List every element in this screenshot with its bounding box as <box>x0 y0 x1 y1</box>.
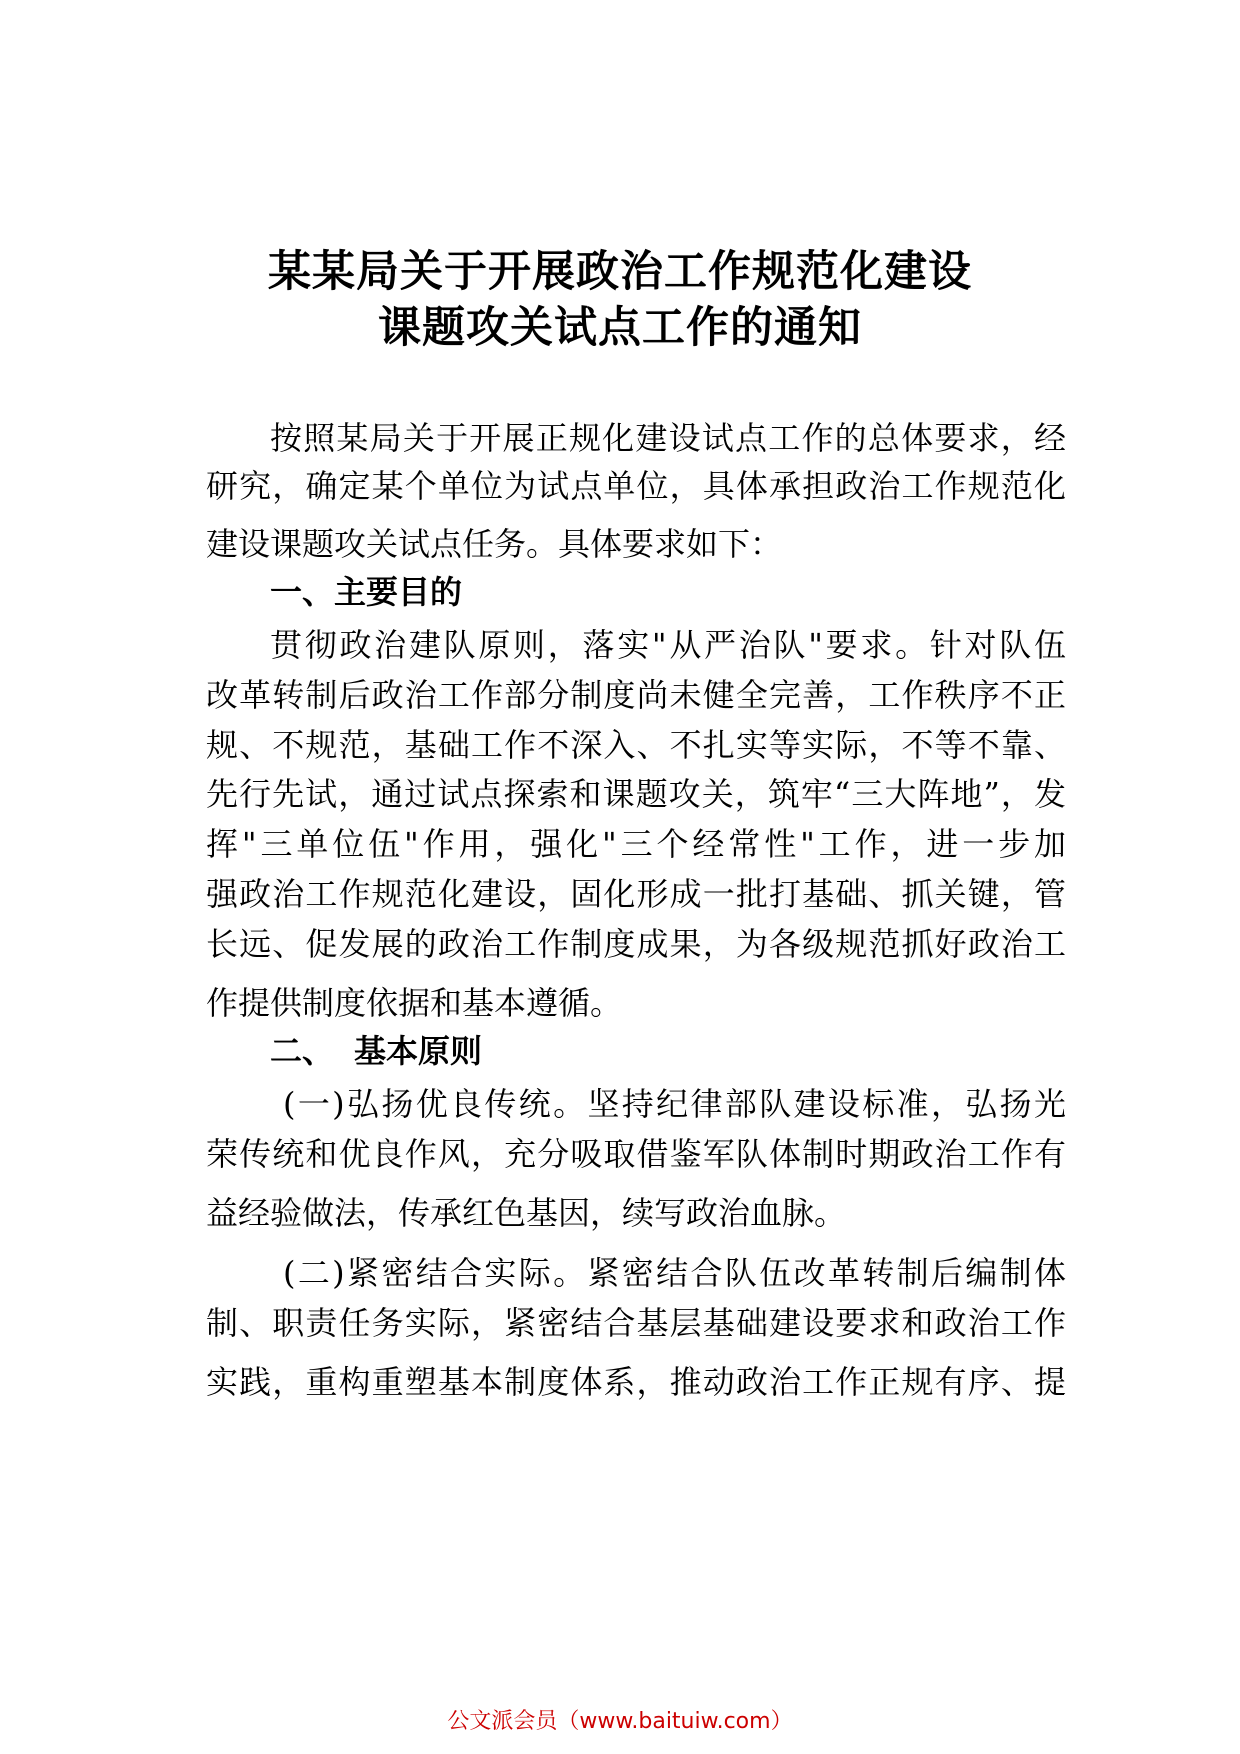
principle-2-line: 制、职责任务实际，紧密结合基层基础建设要求和政治工作 <box>206 1304 1066 1342</box>
section-1-heading: 一、主要目的 <box>270 573 463 611</box>
principle-1-line: (一)弘扬优良传统。坚持纪律部队建设标准，弘扬光 <box>283 1085 1066 1123</box>
section-2-heading-text: 基本原则 <box>354 1032 483 1070</box>
principle-2-line: 实践，重构重塑基本制度体系，推动政治工作正规有序、提 <box>206 1363 1066 1401</box>
document-title-line-1: 某某局关于开展政治工作规范化建设 <box>268 247 972 297</box>
section-1-line: 改革转制后政治工作部分制度尚未健全完善，工作秩序不正 <box>206 676 1066 714</box>
section-1-line: 长远、促发展的政治工作制度成果，为各级规范抓好政治工 <box>206 925 1066 963</box>
intro-line: 研究，确定某个单位为试点单位，具体承担政治工作规范化 <box>206 467 1066 505</box>
section-1-line: 作提供制度依据和基本遵循。 <box>206 984 623 1022</box>
section-1-line: 挥"三单位伍"作用，强化"三个经常性"工作，进一步加 <box>206 825 1066 863</box>
principle-2-line: (二)紧密结合实际。紧密结合队伍改革转制后编制体 <box>283 1254 1066 1292</box>
section-2-heading-number: 二、 <box>270 1032 335 1070</box>
section-1-line: 规、不规范，基础工作不深入、不扎实等实际，不等不靠、 <box>206 726 1066 764</box>
section-1-line: 强政治工作规范化建设，固化形成一批打基础、抓关键，管 <box>206 875 1066 913</box>
section-1-line: 贯彻政治建队原则，落实"从严治队"要求。针对队伍 <box>270 626 1066 664</box>
section-2-heading <box>270 1031 482 1071</box>
intro-line: 按照某局关于开展正规化建设试点工作的总体要求，经 <box>270 419 1066 457</box>
principle-1-line: 益经验做法，传承红色基因，续写政治血脉。 <box>206 1194 847 1232</box>
footer-watermark: 公文派会员（www.baituiw.com） <box>447 1709 793 1734</box>
document-title-line-2: 课题攻关试点工作的通知 <box>378 303 862 353</box>
section-1-line: 先行先试，通过试点探索和课题攻关，筑牢“三大阵地”，发 <box>206 775 1066 813</box>
principle-1-line: 荣传统和优良作风，充分吸取借鉴军队体制时期政治工作有 <box>206 1135 1066 1173</box>
intro-line: 建设课题攻关试点任务。具体要求如下： <box>206 525 783 563</box>
